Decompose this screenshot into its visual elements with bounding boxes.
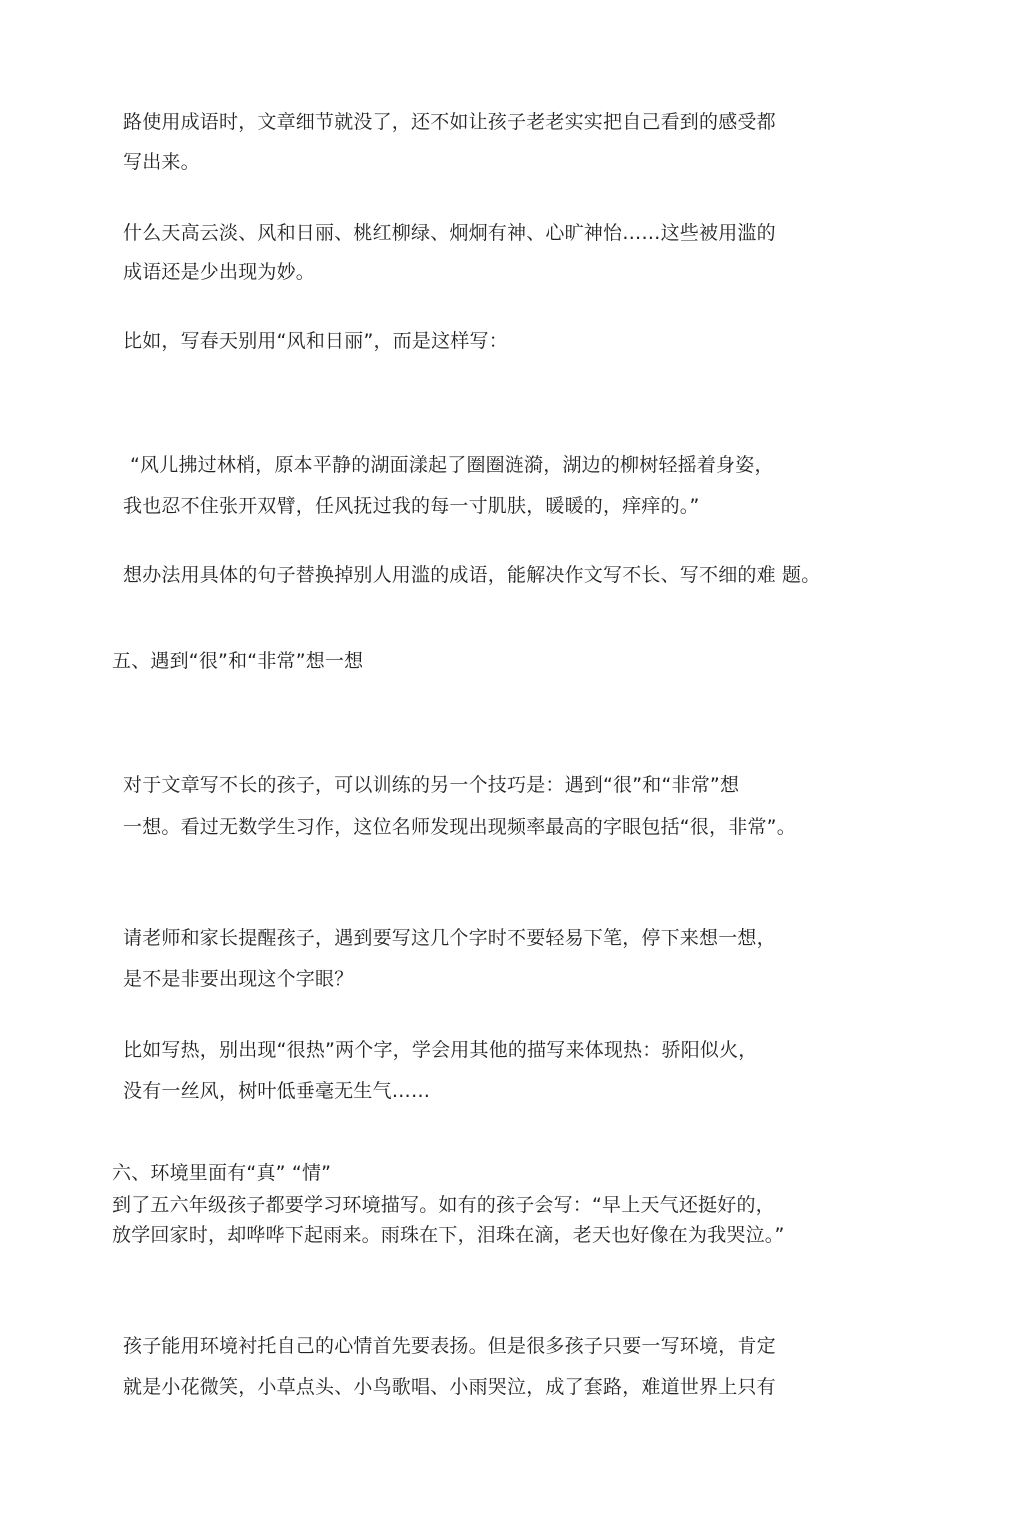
paragraph-line: 一想。看过无数学生习作，这位名师发现出现频率最高的字眼包括“很，非常”。	[123, 816, 796, 838]
paragraph-line: 放学回家时，却哗哗下起雨来。雨珠在下，泪珠在滴，老天也好像在为我哭泣。”	[112, 1224, 785, 1246]
paragraph-line: 请老师和家长提醒孩子，遇到要写这几个字时不要轻易下笔，停下来想一想，	[123, 927, 776, 949]
paragraph-line: 没有一丝风，树叶低垂毫无生气……	[123, 1080, 431, 1102]
paragraph-line: 路使用成语时，文章细节就没了，还不如让孩子老老实实把自己看到的感受都	[123, 111, 776, 133]
paragraph-line: 成语还是少出现为妙。	[123, 261, 316, 283]
paragraph-line: 比如写热，别出现“很热”两个字，学会用其他的描写来体现热：骄阳似火，	[123, 1039, 758, 1061]
paragraph-line: 是不是非要出现这个字眼？	[123, 968, 354, 990]
section-heading: 五、遇到“很”和“非常”想一想	[112, 650, 364, 672]
paragraph-line: 想办法用具体的句子替换掉别人用滥的成语，能解决作文写不长、写不细的难 题。	[123, 564, 821, 586]
paragraph-line: 孩子能用环境衬托自己的心情首先要表扬。但是很多孩子只要一写环境，肯定	[123, 1335, 776, 1357]
paragraph-line: 到了五六年级孩子都要学习环境描写。如有的孩子会写：“早上天气还挺好的，	[112, 1194, 775, 1216]
quote-line: 我也忍不住张开双臂，任风抚过我的每一寸肌肤，暖暖的，痒痒的。”	[123, 495, 700, 517]
quote-line: “风儿拂过林梢，原本平静的湖面漾起了圈圈涟漪，湖边的柳树轻摇着身姿，	[130, 454, 774, 476]
paragraph-line: 比如，写春天别用“风和日丽”，而是这样写：	[123, 330, 508, 352]
paragraph-line: 就是小花微笑，小草点头、小鸟歌唱、小雨哭泣，成了套路，难道世界上只有	[123, 1376, 776, 1398]
paragraph-line: 写出来。	[123, 151, 200, 173]
section-heading: 六、环境里面有“真” “情”	[112, 1162, 332, 1184]
paragraph-line: 对于文章写不长的孩子，可以训练的另一个技巧是：遇到“很”和“非常”想	[123, 774, 740, 796]
paragraph-line: 什么天高云淡、风和日丽、桃红柳绿、炯炯有神、心旷神怡……这些被用滥的	[123, 222, 776, 244]
